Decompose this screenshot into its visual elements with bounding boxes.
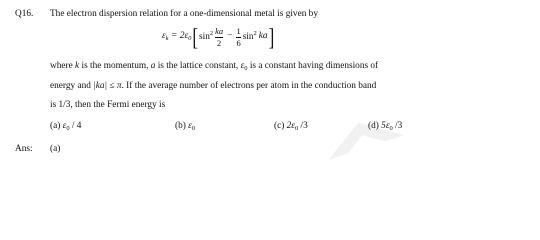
ka-argument: ka — [258, 31, 268, 42]
option-b: (b) $\varepsilon_0$ — [175, 121, 196, 132]
left-bracket: [ — [192, 23, 199, 51]
option-c: (c) $2\varepsilon_0$ /3 — [274, 121, 308, 132]
minus-sign: − — [227, 31, 233, 42]
sin-squared-term-1: $\sin^2$ — [199, 30, 214, 43]
question-line-2: energy and |ka| ≤ π. If the average number of electrons per atom in the conduction band — [50, 81, 377, 91]
question-line-1: where k is the momentum, a is the lattice constant, $\varepsilon_0$ is a constant having dimensions of — [50, 61, 379, 72]
sin-squared-term-2: $\sin^2$ — [242, 30, 257, 43]
dispersion-equation — [162, 23, 275, 51]
fraction-ka-over-2: $\frac{ka}{2}$ — [215, 26, 224, 48]
question-number: Q16. — [15, 9, 34, 19]
coefficient: $2\varepsilon_0$ — [179, 30, 192, 42]
answer-label: Ans: — [15, 144, 33, 154]
question-stem: The electron dispersion relation for a one-dimensional metal is given by — [50, 9, 318, 19]
right-bracket: ] — [268, 23, 275, 51]
watermark-logo — [314, 105, 411, 169]
fraction-1-over-6: $\frac{1}{6}$ — [236, 26, 241, 48]
answer-value: (a) — [50, 144, 61, 154]
epsilon-k-symbol: $\varepsilon_k$ — [162, 30, 169, 42]
option-d: (d) $5\varepsilon_0$ /3 — [368, 121, 403, 132]
option-a: (a) $\varepsilon_0 / 4$ — [50, 121, 82, 132]
question-line-3: is 1/3, then the Fermi energy is — [50, 100, 166, 110]
equals-sign: = — [171, 31, 177, 42]
